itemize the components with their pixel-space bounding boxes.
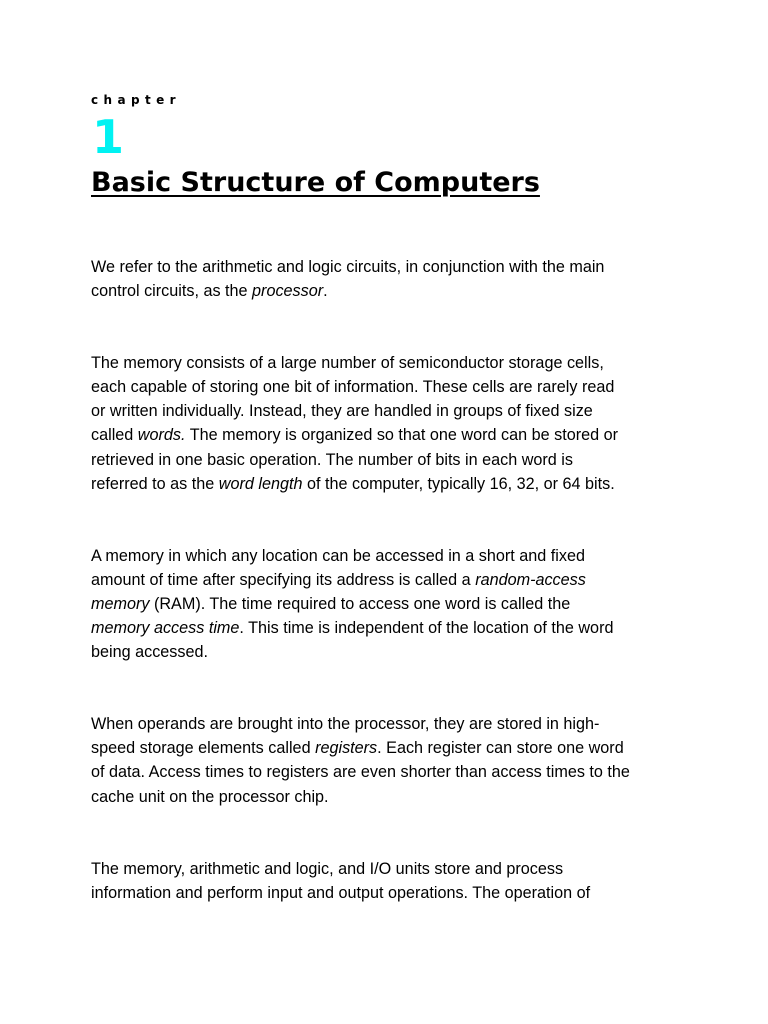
- text-line: [91, 857, 691, 881]
- text-run: speed storage elements called: [91, 739, 316, 758]
- text-line: [91, 472, 691, 496]
- text-line: [91, 423, 691, 447]
- text-line: [91, 712, 691, 736]
- text-line: [91, 592, 691, 616]
- text-line: [91, 351, 691, 375]
- text-run: being accessed.: [91, 643, 208, 662]
- chapter-number: 1: [92, 110, 125, 164]
- document-page: [91, 92, 691, 905]
- text-line: [91, 255, 691, 279]
- paragraph-memory: [91, 351, 691, 496]
- text-run: retrieved in one basic operation. The number of bits in each word is: [91, 450, 573, 469]
- chapter-title: Basic Structure of Computers: [91, 167, 540, 198]
- text-line: [91, 448, 691, 472]
- text-run: amount of time after specifying its address is called a: [91, 570, 476, 589]
- text-run: of the computer, typically 16, 32, or 64 bits.: [302, 474, 615, 493]
- paragraph-operations: [91, 857, 691, 905]
- text-line: [91, 375, 691, 399]
- emphasized-term: processor: [252, 282, 324, 301]
- emphasized-term: words.: [137, 426, 186, 445]
- text-run: We refer to the arithmetic and logic circuits, in conjunction with the main: [91, 258, 605, 276]
- emphasized-term: memory: [91, 594, 150, 613]
- text-line: [91, 736, 691, 760]
- paragraph-registers: [91, 712, 691, 808]
- text-run: called: [91, 426, 138, 445]
- text-run: or written individually. Instead, they are handled in groups of fixed size: [91, 402, 593, 421]
- text-line: [91, 881, 691, 905]
- emphasized-term: word length: [218, 474, 303, 493]
- text-run: of data. Access times to registers are even shorter than access times to the: [91, 763, 630, 782]
- text-run: referred to as the: [91, 474, 219, 493]
- text-run: The memory consists of a large number of semiconductor storage cells,: [91, 354, 604, 373]
- text-run: information and perform input and output operations. The operation of: [91, 883, 591, 902]
- text-run: control circuits, as the: [91, 282, 253, 301]
- text-line: [91, 616, 691, 640]
- text-line: [91, 785, 691, 809]
- chapter-label: chapter: [91, 93, 181, 107]
- emphasized-term: memory access time: [91, 619, 240, 638]
- text-run: each capable of storing one bit of information. These cells are rarely read: [91, 378, 615, 397]
- paragraph-processor: [91, 255, 691, 303]
- text-line: [91, 760, 691, 784]
- text-run: The memory is organized so that one word can be stored or: [185, 426, 618, 445]
- text-line: [91, 568, 691, 592]
- text-run: cache unit on the processor chip.: [91, 787, 329, 806]
- emphasized-term: random-access: [475, 570, 586, 589]
- text-line: [91, 279, 691, 303]
- text-run: . Each register can store one word: [377, 739, 624, 758]
- text-run: A memory in which any location can be accessed in a short and fixed: [91, 546, 585, 565]
- emphasized-term: registers: [315, 739, 378, 758]
- text-run: .: [323, 282, 328, 301]
- text-run: When operands are brought into the processor, they are stored in high-: [91, 715, 600, 734]
- paragraph-ram: [91, 544, 691, 664]
- text-line: [91, 640, 691, 664]
- text-line: [91, 544, 691, 568]
- text-run: The memory, arithmetic and logic, and I/O units store and process: [91, 859, 564, 878]
- text-run: . This time is independent of the location of the word: [239, 619, 614, 638]
- text-line: [91, 399, 691, 423]
- text-run: (RAM). The time required to access one word is called the: [149, 594, 571, 613]
